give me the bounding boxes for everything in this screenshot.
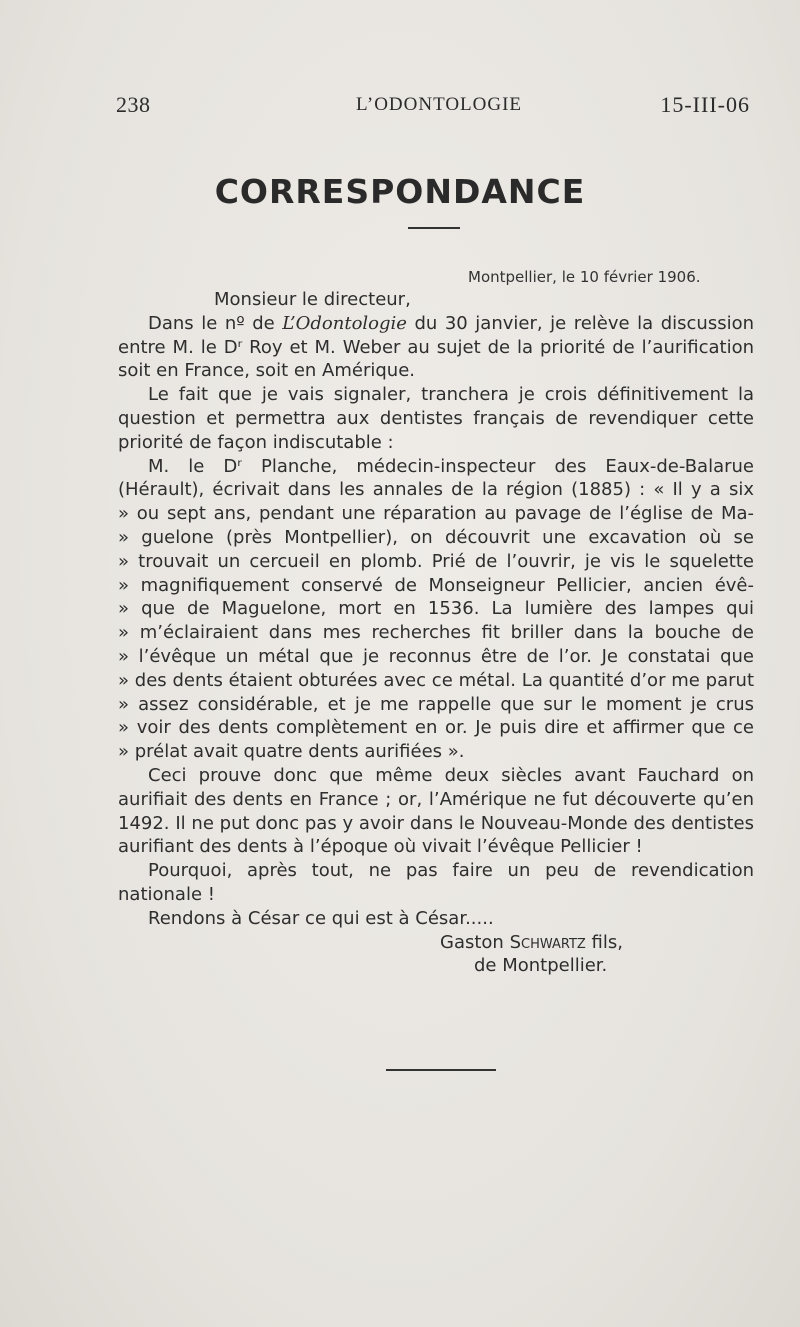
paragraph-5: Rendons à César ce qui est à César.....	[148, 907, 494, 929]
signature-name	[118, 931, 754, 955]
issue-date: 15-III-06	[660, 92, 750, 117]
quote-line: » l’évêque un métal que je reconnus être de l’or. Je constatai que	[118, 645, 754, 667]
letter-body	[118, 288, 754, 978]
running-header	[116, 92, 750, 122]
quote-line: » m’éclairaient dans mes recherches fit briller dans la bouche de	[118, 622, 754, 644]
quote-line: » voir des dents complètement en or. Je puis dire et affirmer que ce	[118, 717, 754, 739]
quote-line: M. le Dʳ Planche, médecin-inspecteur des Eaux-de-Balarue	[148, 455, 754, 477]
quote-line: » trouvait un cercueil en plomb. Prié de l’ouvrir, je vis le squelette	[118, 550, 754, 572]
quote-line: » guelone (près Montpellier), on découvrit une excavation où se	[118, 526, 754, 548]
quote-line: » magnifiquement conservé de Monseigneur Pellicier, ancien évê-	[118, 574, 754, 596]
signature-place: de Montpellier.	[474, 955, 608, 977]
signature-suffix: fils,	[585, 931, 623, 953]
quote-line: » prélat avait quatre dents aurifiées ».	[118, 741, 465, 763]
paragraph-1	[118, 312, 754, 383]
page-number: 238	[116, 92, 151, 117]
article-title: CORRESPONDANCE	[214, 172, 586, 211]
paragraph-3: Ceci prouve donc que même deux siècles avant Fauchard on aurifiait des dents en France ; or, l’Amérique ne fut découverte qu’en 1492. Il ne put donc pas y avoir dans le Nouveau-Monde des dentistes aurifiant des dents à l’époque où vivait l’évêque Pellicier !	[118, 764, 754, 858]
signature-first-name: Gaston	[440, 931, 510, 953]
end-divider	[386, 1069, 496, 1071]
quote-line: » assez considérable, et je me rappelle que sur le moment je crus	[118, 693, 754, 715]
journal-title-italic: L’Odontologie	[282, 312, 407, 334]
quote-line: » que de Maguelone, mort en 1536. La lumière des lampes qui	[118, 598, 754, 620]
paragraph-1-start: Dans le nº de	[148, 312, 283, 334]
paragraph-1-end: du 30 janvier, je relève la discussion entre M. le Dʳ Roy et M. Weber au sujet de la priorité de l’aurification soit en France, soit en Amérique.	[118, 312, 754, 382]
quote-line: (Hérault), écrivait dans les annales de la région (1885) : « Il y a six	[118, 479, 754, 501]
journal-name: L’ODONTOLOGIE	[356, 94, 523, 115]
paragraph-4: Pourquoi, après tout, ne pas faire un peu de revendication nationale !	[118, 860, 754, 905]
quote-line: » ou sept ans, pendant une réparation au pavage de l’église de Ma-	[118, 503, 754, 525]
letter-dateline: Montpellier, le 10 février 1906.	[468, 268, 701, 286]
title-divider	[408, 227, 460, 229]
quote-line: » des dents étaient obturées avec ce métal. La quantité d’or me parut	[118, 669, 754, 691]
paragraph-2: Le fait que je vais signaler, tranchera je crois définitivement la question et permettra aux dentistes français de revendiquer cette priorité de façon indiscutable :	[118, 384, 754, 453]
salutation: Monsieur le directeur,	[214, 289, 411, 310]
signature-surname: Schwartz	[509, 931, 586, 953]
